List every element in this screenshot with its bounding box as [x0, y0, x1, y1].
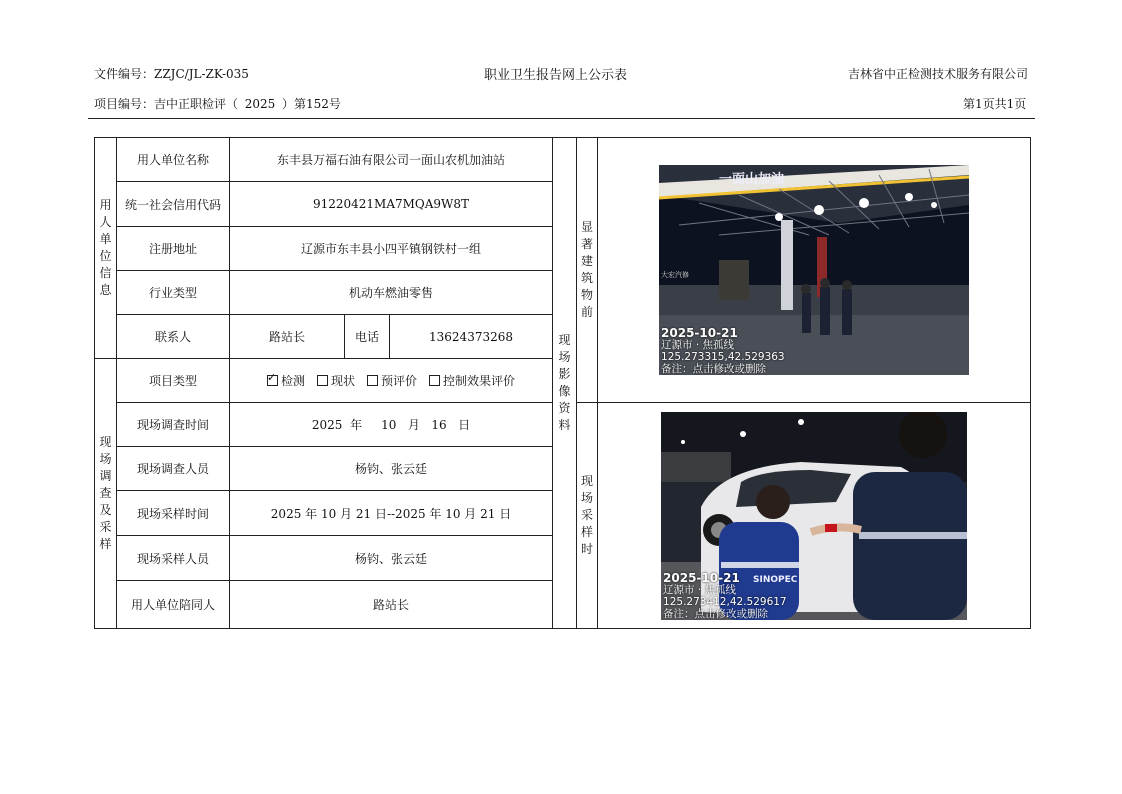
checkbox-icon[interactable] [317, 375, 328, 386]
label-employer-name: 用人单位名称 [117, 138, 230, 182]
section-employer-info: 用 人 单 位 信 息 [95, 138, 117, 359]
company-name: 吉林省中正检测技术服务有限公司 [848, 67, 1029, 81]
photo-building [659, 165, 969, 375]
disclosure-table [94, 137, 1031, 629]
value-survey-time: 2025 年 10 月 16 日 [230, 403, 553, 447]
value-address: 辽源市东丰县小四平镇钢铁村一组 [230, 227, 553, 271]
photo-sampling [661, 412, 967, 620]
section-site-images: 现 场 影 像 资 料 [553, 138, 577, 629]
option-testing[interactable]: ✓ 检测 [267, 372, 305, 389]
svg-text:大宏汽修: 大宏汽修 [661, 271, 690, 279]
value-sampling-time: 2025 年 10 月 21 日--2025 年 10 月 21 日 [230, 491, 553, 536]
row-employer-name [95, 138, 1031, 182]
page-title: 职业卫生报告网上公示表 [484, 68, 628, 83]
header-rule [88, 118, 1035, 119]
section-site-survey: 现 场 调 查 及 采 样 [95, 359, 117, 629]
checkbox-icon[interactable] [429, 375, 440, 386]
label-project-type: 项目类型 [117, 359, 230, 403]
photo-building-stamp: 2025-10-21 辽源市 · 焦孤线 125.273315,42.529363 备注：点击修改或删除 [661, 326, 785, 375]
label-industry: 行业类型 [117, 271, 230, 315]
doc-number: 文件编号：ZZJC/JL-ZK-035 [94, 67, 249, 81]
value-employer-name: 东丰县万福石油有限公司一面山农机加油站 [230, 138, 553, 182]
checkbox-checked-icon[interactable] [267, 375, 278, 386]
value-survey-staff: 杨钧、张云廷 [230, 447, 553, 491]
project-number [94, 95, 341, 112]
label-sampling-time-photo: 现 场 采 样 时 [577, 403, 598, 629]
value-sampling-staff: 杨钧、张云廷 [230, 536, 553, 581]
label-sampling-time: 现场采样时间 [117, 491, 230, 536]
label-survey-time: 现场调查时间 [117, 403, 230, 447]
label-survey-staff: 现场调查人员 [117, 447, 230, 491]
label-building-front: 显 著 建 筑 物 前 [577, 138, 598, 403]
photo-sampling-stamp: 2025-10-21 辽源市 · 焦孤线 125.273412,42.529617 备注：点击修改或删除 [663, 570, 787, 620]
value-contact: 路站长 [230, 315, 345, 359]
sign-text: 一面山加油 [719, 172, 785, 187]
label-escort: 用人单位陪同人 [117, 581, 230, 629]
label-sampling-staff: 现场采样人员 [117, 536, 230, 581]
project-number-prefix: 项目编号：吉中正职检评（ [94, 97, 239, 111]
page-indicator: 第1页共1页 [963, 97, 1027, 111]
label-address: 注册地址 [117, 227, 230, 271]
checkbox-icon[interactable] [367, 375, 378, 386]
project-type-options [230, 359, 553, 403]
label-phone: 电话 [345, 315, 390, 359]
photo-cell-building [598, 138, 1031, 403]
value-phone: 13624373268 [390, 315, 553, 359]
value-credit-code: 91220421MA7MQA9W8T [230, 182, 553, 227]
brand-text: SINOPEC [753, 574, 798, 585]
project-year: 2025 [244, 97, 276, 111]
option-control-effect[interactable]: 控制效果评价 [429, 372, 515, 389]
label-contact: 联系人 [117, 315, 230, 359]
option-pre-evaluation[interactable]: 预评价 [367, 372, 417, 389]
project-number-suffix: ）第152号 [282, 97, 341, 111]
value-industry: 机动车燃油零售 [230, 271, 553, 315]
photo-cell-sampling [598, 403, 1031, 629]
label-credit-code: 统一社会信用代码 [117, 182, 230, 227]
value-escort: 路站长 [230, 581, 553, 629]
option-status[interactable]: 现状 [317, 372, 355, 389]
